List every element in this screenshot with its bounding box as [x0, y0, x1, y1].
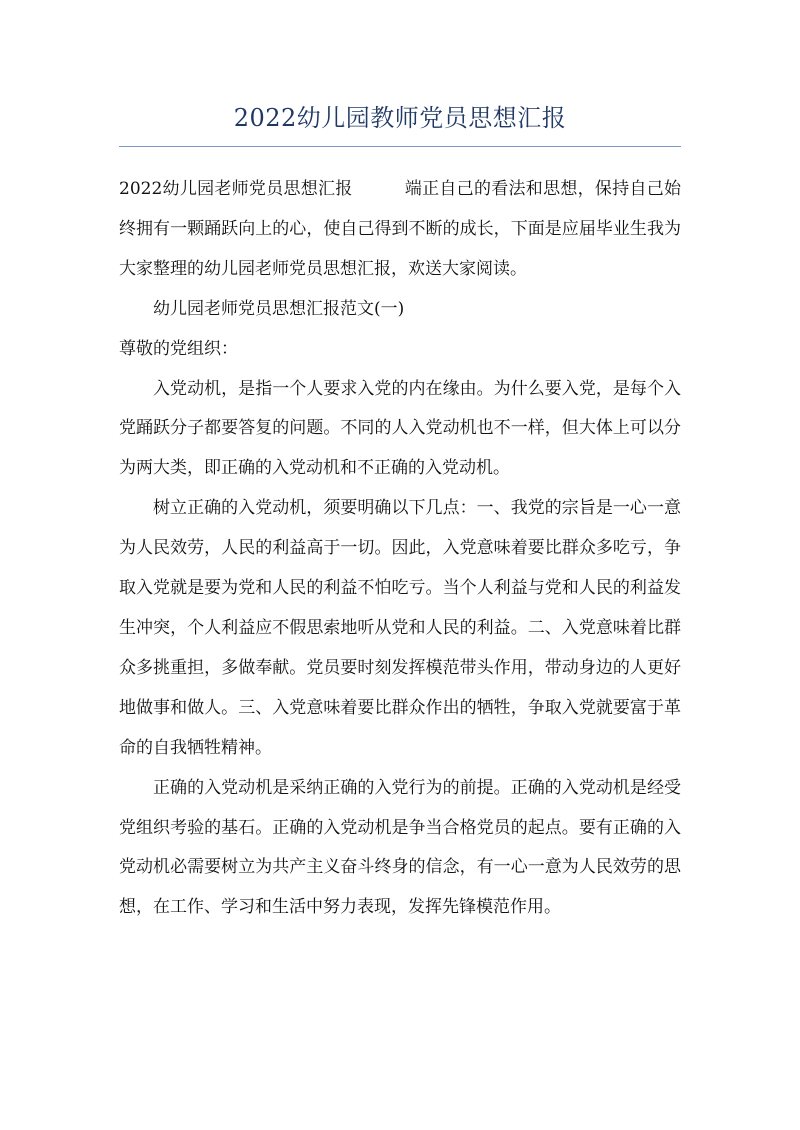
section-title: 幼儿园老师党员思想汇报范文(一)	[153, 298, 405, 319]
body-paragraph-1: 入党动机，是指一个人要求入党的内在缘由。为什么要入党，是每个入党踊跃分子都要答复的问题。不同的人入党动机也不一样，但大体上可以分为两大类，即正确的入党动机和不正确的入党动机。	[119, 378, 681, 479]
salutation: 尊敬的党组织：	[119, 338, 238, 359]
document-body	[119, 170, 681, 928]
intro-text: 端正自己的看法和思想，保持自己始终拥有一颗踊跃向上的心，使自己得到不断的成长，下面是应届毕业生我为大家整理的幼儿园老师党员思想汇报，欢送大家阅读。	[119, 179, 681, 279]
intro-paragraph	[119, 170, 681, 290]
body-paragraph-3: 正确的入党动机是采纳正确的入党行为的前提。正确的入党动机是经受党组织考验的基石。正确的入党动机是争当合格党员的起点。要有正确的入党动机必需要树立为共产主义奋斗终身的信念，有一心一意为人民效劳的思想，在工作、学习和生活中努力表现，发挥先锋模范作用。	[119, 777, 681, 918]
title-underline	[119, 146, 681, 147]
intro-heading: 2022幼儿园老师党员思想汇报	[119, 179, 353, 199]
body-paragraph-2: 树立正确的入党动机，须要明确以下几点：一、我党的宗旨是一心一意为人民效劳，人民的利益高于一切。因此，入党意味着要比群众多吃亏，争取入党就是要为党和人民的利益不怕吃亏。当个人利益与党和人民的利益发生冲突，个人利益应不假思索地听从党和人民的利益。二、入党意味着比群众多挑重担，多做奉献。党员要时刻发挥模范带头作用，带动身边的人更好地做事和做人。三、入党意味着要比群众作出的牺牲，争取入党就要富于革命的自我牺牲精神。	[119, 498, 681, 758]
document-title: 2022幼儿园教师党员思想汇报	[233, 104, 567, 132]
